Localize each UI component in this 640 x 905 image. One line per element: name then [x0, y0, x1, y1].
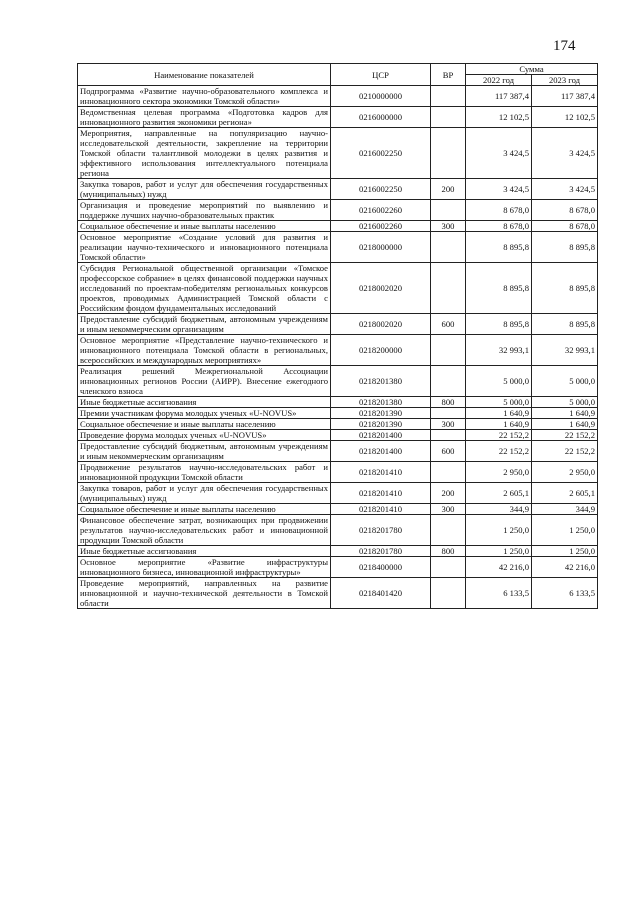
row-amount-2022: 8 895,8 [466, 263, 532, 314]
row-amount-2023: 1 640,9 [532, 408, 598, 419]
row-name: Социальное обеспечение и иные выплаты населению [78, 504, 331, 515]
row-amount-2023: 8 895,8 [532, 314, 598, 335]
row-amount-2022: 8 678,0 [466, 200, 532, 221]
row-csr-code: 0218201390 [331, 419, 431, 430]
row-name: Основное мероприятие «Представление научно-технического и инновационного потенциала Томской области в региональных, всероссийских и международных мероприятиях» [78, 335, 331, 366]
row-vr-code: 800 [431, 546, 466, 557]
row-name: Предоставление субсидий бюджетным, автономным учреждениям и иным некоммерческим организациям [78, 441, 331, 462]
row-name: Подпрограмма «Развитие научно-образовательного комплекса и инновационного сектора экономики Томской области» [78, 86, 331, 107]
row-vr-code [431, 263, 466, 314]
row-csr-code: 0216002260 [331, 221, 431, 232]
table-row [78, 335, 598, 366]
table-row [78, 397, 598, 408]
row-csr-code: 0218201380 [331, 397, 431, 408]
row-name: Ведомственная целевая программа «Подготовка кадров для инновационного развития экономики региона» [78, 107, 331, 128]
header-vr: ВР [431, 64, 466, 86]
row-name: Закупка товаров, работ и услуг для обеспечения государственных (муниципальных) нужд [78, 483, 331, 504]
row-vr-code [431, 515, 466, 546]
row-name: Социальное обеспечение и иные выплаты населению [78, 221, 331, 232]
row-csr-code: 0218201390 [331, 408, 431, 419]
row-csr-code: 0218201410 [331, 504, 431, 515]
row-vr-code [431, 86, 466, 107]
row-name: Проведение мероприятий, направленных на развитие инновационной и научно-технической деятельности в Томской области [78, 578, 331, 609]
row-amount-2023: 1 250,0 [532, 515, 598, 546]
row-csr-code: 0218201780 [331, 515, 431, 546]
row-vr-code: 600 [431, 441, 466, 462]
row-csr-code: 0216002250 [331, 128, 431, 179]
table-row [78, 578, 598, 609]
row-amount-2023: 344,9 [532, 504, 598, 515]
row-amount-2022: 3 424,5 [466, 179, 532, 200]
row-csr-code: 0216000000 [331, 107, 431, 128]
row-name: Реализация решений Межрегиональной Ассоциации инновационных регионов России (АИРР). Внесение ежегодного членского взноса [78, 366, 331, 397]
row-name: Проведение форума молодых ученых «U-NOVUS» [78, 430, 331, 441]
row-name: Премии участникам форума молодых ученых «U-NOVUS» [78, 408, 331, 419]
table-row [78, 366, 598, 397]
row-amount-2022: 5 000,0 [466, 397, 532, 408]
row-name: Продвижение результатов научно-исследовательских работ и инновационной продукции Томской области [78, 462, 331, 483]
row-name: Основное мероприятие «Развитие инфраструктуры инновационного бизнеса, инновационной инфраструктуры» [78, 557, 331, 578]
row-amount-2023: 3 424,5 [532, 179, 598, 200]
row-vr-code [431, 408, 466, 419]
row-csr-code: 0218201780 [331, 546, 431, 557]
header-name: Наименование показателей [78, 64, 331, 86]
row-csr-code: 0218201400 [331, 441, 431, 462]
table-row [78, 232, 598, 263]
table-row [78, 314, 598, 335]
table-row [78, 441, 598, 462]
row-amount-2023: 8 678,0 [532, 200, 598, 221]
row-vr-code [431, 462, 466, 483]
row-amount-2023: 22 152,2 [532, 430, 598, 441]
row-amount-2022: 32 993,1 [466, 335, 532, 366]
header-year-2022: 2022 год [466, 75, 532, 86]
table-row [78, 515, 598, 546]
table-row [78, 107, 598, 128]
table-row [78, 128, 598, 179]
row-name: Иные бюджетные ассигнования [78, 546, 331, 557]
table-row [78, 408, 598, 419]
row-amount-2022: 42 216,0 [466, 557, 532, 578]
row-amount-2022: 8 895,8 [466, 314, 532, 335]
row-amount-2022: 3 424,5 [466, 128, 532, 179]
row-csr-code: 0218201410 [331, 462, 431, 483]
row-csr-code: 0210000000 [331, 86, 431, 107]
table-row [78, 419, 598, 430]
row-amount-2022: 22 152,2 [466, 430, 532, 441]
table-row [78, 221, 598, 232]
row-amount-2022: 1 250,0 [466, 546, 532, 557]
row-amount-2023: 1 640,9 [532, 419, 598, 430]
budget-table [77, 63, 598, 609]
row-amount-2022: 1 640,9 [466, 408, 532, 419]
row-amount-2023: 2 605,1 [532, 483, 598, 504]
row-amount-2022: 5 000,0 [466, 366, 532, 397]
header-csr: ЦСР [331, 64, 431, 86]
row-vr-code: 200 [431, 179, 466, 200]
row-amount-2022: 1 250,0 [466, 515, 532, 546]
table-row [78, 462, 598, 483]
row-amount-2023: 117 387,4 [532, 86, 598, 107]
row-csr-code: 0216002250 [331, 179, 431, 200]
row-amount-2022: 1 640,9 [466, 419, 532, 430]
row-csr-code: 0218002020 [331, 263, 431, 314]
row-vr-code: 300 [431, 419, 466, 430]
table-row [78, 200, 598, 221]
row-csr-code: 0218201380 [331, 366, 431, 397]
row-vr-code: 300 [431, 504, 466, 515]
row-amount-2022: 8 678,0 [466, 221, 532, 232]
row-name: Социальное обеспечение и иные выплаты населению [78, 419, 331, 430]
row-amount-2023: 3 424,5 [532, 128, 598, 179]
row-vr-code: 200 [431, 483, 466, 504]
row-name: Финансовое обеспечение затрат, возникающих при продвижении результатов научно-исследовательских работ и инновационной продукции Томской области [78, 515, 331, 546]
row-name: Предоставление субсидий бюджетным, автономным учреждениям и иным некоммерческим организациям [78, 314, 331, 335]
row-amount-2022: 8 895,8 [466, 232, 532, 263]
table-row [78, 504, 598, 515]
header-sum: Сумма [466, 64, 598, 75]
row-amount-2023: 32 993,1 [532, 335, 598, 366]
row-name: Субсидия Региональной общественной организации «Томское профессорское собрание» в целях финансовой поддержки научных исследований по проектам-победителям региональных конкурсов проектов, проводимых Администрацией Томской области с Российским фондом фундаментальных исследований [78, 263, 331, 314]
page-number: 174 [553, 38, 576, 54]
row-amount-2022: 2 605,1 [466, 483, 532, 504]
row-amount-2023: 5 000,0 [532, 366, 598, 397]
row-vr-code: 300 [431, 221, 466, 232]
table-body [78, 86, 598, 609]
table-row [78, 546, 598, 557]
row-csr-code: 0218201400 [331, 430, 431, 441]
table-row [78, 557, 598, 578]
row-name: Организация и проведение мероприятий по выявлению и поддержке лучших научно-образовательных практик [78, 200, 331, 221]
table-row [78, 179, 598, 200]
row-amount-2023: 42 216,0 [532, 557, 598, 578]
row-vr-code: 800 [431, 397, 466, 408]
row-csr-code: 0216002260 [331, 200, 431, 221]
row-vr-code [431, 557, 466, 578]
row-vr-code [431, 200, 466, 221]
row-amount-2023: 8 895,8 [532, 263, 598, 314]
row-csr-code: 0218201410 [331, 483, 431, 504]
row-amount-2023: 8 678,0 [532, 221, 598, 232]
table-row [78, 483, 598, 504]
row-amount-2023: 1 250,0 [532, 546, 598, 557]
row-csr-code: 0218000000 [331, 232, 431, 263]
row-amount-2022: 2 950,0 [466, 462, 532, 483]
table-row [78, 86, 598, 107]
row-name: Основное мероприятие «Создание условий для развития и реализации научно-технического и инновационного потенциала Томской области» [78, 232, 331, 263]
row-vr-code [431, 366, 466, 397]
table-row [78, 263, 598, 314]
row-name: Мероприятия, направленные на популяризацию научно-исследовательской деятельности, закрепление на территории Томской области талантливой молодежи в целях развития и эффективного использования интеллектуального потенциала региона [78, 128, 331, 179]
row-name: Закупка товаров, работ и услуг для обеспечения государственных (муниципальных) нужд [78, 179, 331, 200]
row-vr-code [431, 232, 466, 263]
row-amount-2022: 117 387,4 [466, 86, 532, 107]
row-vr-code [431, 578, 466, 609]
table-header [78, 64, 598, 86]
row-amount-2023: 6 133,5 [532, 578, 598, 609]
row-amount-2022: 22 152,2 [466, 441, 532, 462]
row-vr-code [431, 335, 466, 366]
row-amount-2022: 6 133,5 [466, 578, 532, 609]
row-vr-code [431, 107, 466, 128]
row-amount-2022: 12 102,5 [466, 107, 532, 128]
row-amount-2023: 22 152,2 [532, 441, 598, 462]
row-csr-code: 0218400000 [331, 557, 431, 578]
row-name: Иные бюджетные ассигнования [78, 397, 331, 408]
row-amount-2023: 8 895,8 [532, 232, 598, 263]
row-amount-2022: 344,9 [466, 504, 532, 515]
row-vr-code: 600 [431, 314, 466, 335]
row-csr-code: 0218401420 [331, 578, 431, 609]
row-vr-code [431, 128, 466, 179]
table-row [78, 430, 598, 441]
row-csr-code: 0218200000 [331, 335, 431, 366]
header-year-2023: 2023 год [532, 75, 598, 86]
row-amount-2023: 2 950,0 [532, 462, 598, 483]
row-vr-code [431, 430, 466, 441]
row-amount-2023: 5 000,0 [532, 397, 598, 408]
row-amount-2023: 12 102,5 [532, 107, 598, 128]
row-csr-code: 0218002020 [331, 314, 431, 335]
